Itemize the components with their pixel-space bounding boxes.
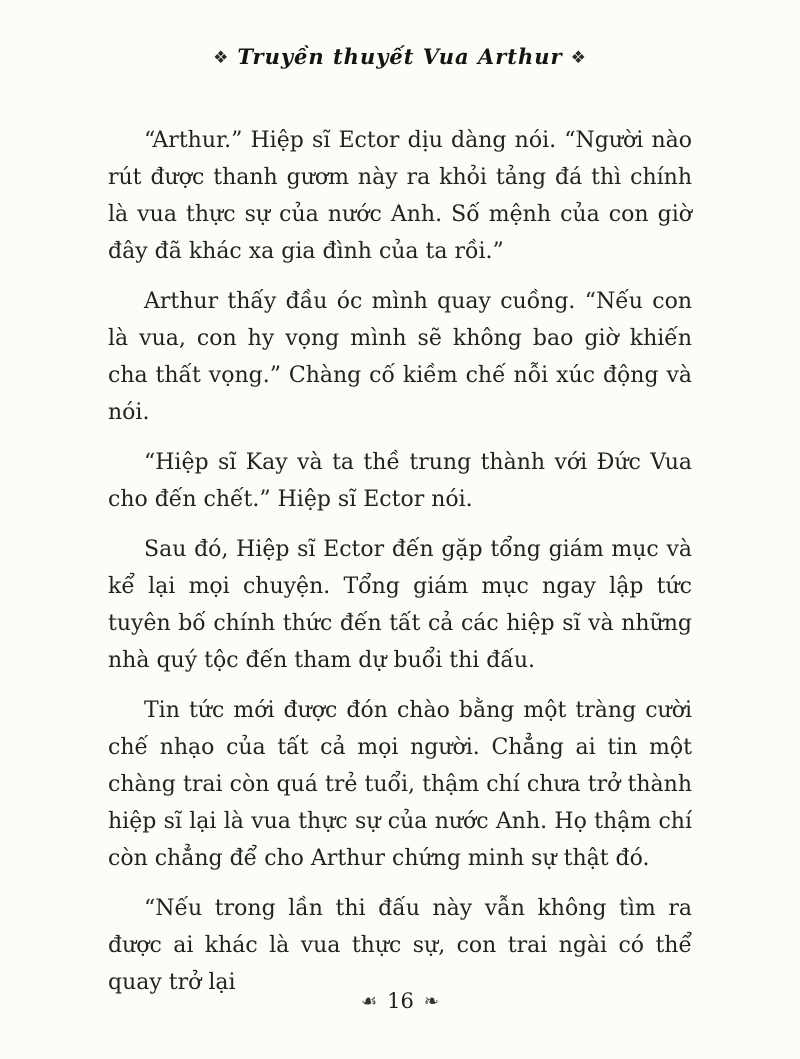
- footer-ornament-right-icon: ❧: [423, 991, 439, 1012]
- footer-ornament-left-icon: ☙: [361, 991, 378, 1012]
- page-footer: [0, 989, 800, 1013]
- page-number: 16: [387, 989, 414, 1013]
- paragraph: “Hiệp sĩ Kay và ta thề trung thành với Đức Vua cho đến chết.” Hiệp sĩ Ector nói.: [108, 450, 692, 512]
- paragraph: “Nếu trong lần thi đấu này vẫn không tìm ra được ai khác là vua thực sự, con trai ngài có thể quay trở lại: [108, 896, 692, 995]
- paragraph: Sau đó, Hiệp sĩ Ector đến gặp tổng giám mục và kể lại mọi chuyện. Tổng giám mục ngay lập tức tuyên bố chính thức đến tất cả các hiệp sĩ và những nhà quý tộc đến tham dự buổi thi đấu.: [108, 537, 692, 673]
- running-header: [0, 44, 800, 69]
- page-title: Truyền thuyết Vua Arthur: [237, 44, 563, 69]
- paragraph: Tin tức mới được đón chào bằng một tràng cười chế nhạo của tất cả mọi người. Chẳng ai tin một chàng trai còn quá trẻ tuổi, thậm chí chưa trở thành hiệp sĩ lại là vua thực sự của nước Anh. Họ thậm chí còn chẳng để cho Arthur chứng minh sự thật đó.: [108, 698, 692, 871]
- paragraph: “Arthur.” Hiệp sĩ Ector dịu dàng nói. “Người nào rút được thanh gươm này ra khỏi tảng đá thì chính là vua thực sự của nước Anh. Số mệnh của con giờ đây đã khác xa gia đình của ta rồi.”: [108, 128, 692, 264]
- paragraph: Arthur thấy đầu óc mình quay cuồng. “Nếu con là vua, con hy vọng mình sẽ không bao giờ khiến cha thất vọng.” Chàng cố kiềm chế nỗi xúc động và nói.: [108, 289, 692, 425]
- header-ornament-left-icon: ❖: [213, 48, 230, 68]
- body-text: [108, 122, 692, 1014]
- header-ornament-right-icon: ❖: [570, 48, 587, 68]
